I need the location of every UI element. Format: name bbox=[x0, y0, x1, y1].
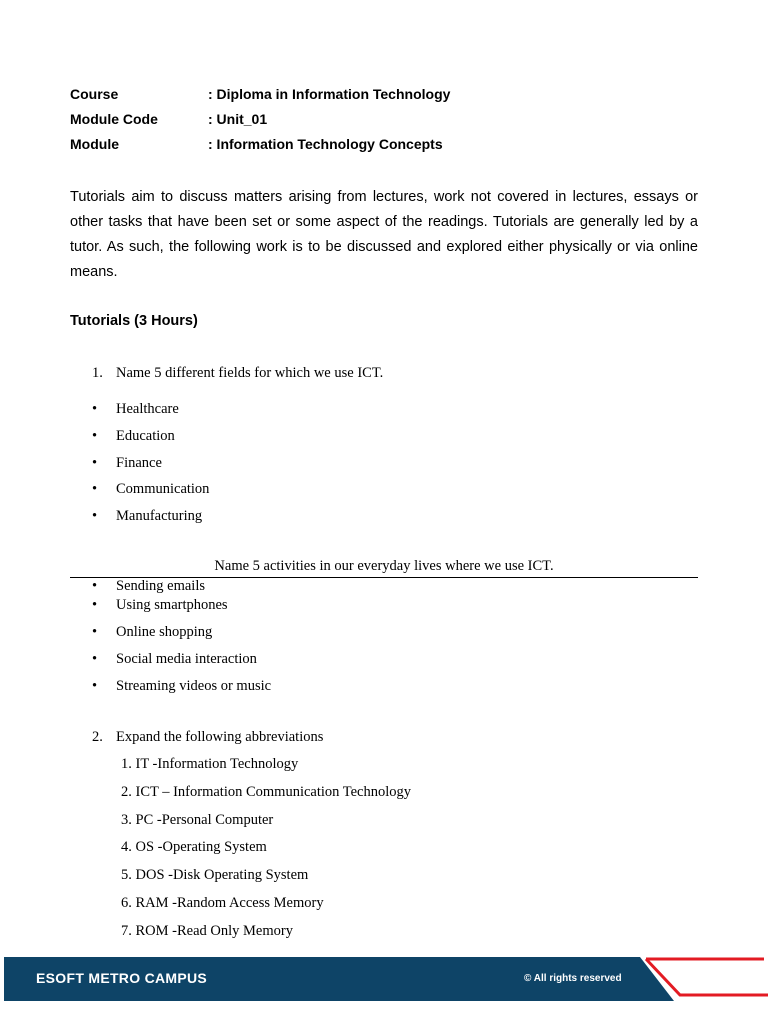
section-title: Tutorials (3 Hours) bbox=[70, 313, 198, 329]
list-item: • Using smartphones bbox=[92, 597, 271, 624]
list-item: 2. ICT – Information Communication Technology bbox=[121, 783, 412, 800]
question-2-text: Expand the following abbreviations bbox=[116, 729, 324, 745]
module-code-row bbox=[70, 111, 450, 136]
list-item: • Social media interaction bbox=[92, 651, 271, 678]
course-row bbox=[70, 86, 450, 111]
module-label: Module bbox=[70, 136, 119, 152]
question-1b-text: Name 5 activities in our everyday lives where we use ICT. bbox=[214, 558, 554, 574]
q1b-answer-list bbox=[92, 578, 271, 705]
list-item: 3. PC -Personal Computer bbox=[121, 811, 274, 828]
list-item: • Streaming videos or music bbox=[92, 678, 271, 705]
abbreviation-list bbox=[121, 756, 411, 951]
question-1-text: Name 5 different fields for which we use ICT. bbox=[116, 365, 384, 381]
list-item: • Manufacturing bbox=[92, 508, 209, 535]
list-item: • Sending emails bbox=[92, 578, 271, 597]
list-item: • Healthcare bbox=[92, 401, 209, 428]
module-row bbox=[70, 136, 450, 161]
q1-answer-list bbox=[92, 401, 209, 535]
course-value: : Diploma in Information Technology bbox=[208, 86, 451, 102]
list-item: 6. RAM -Random Access Memory bbox=[121, 894, 324, 911]
module-code-label: Module Code bbox=[70, 111, 158, 127]
list-item: 4. OS -Operating System bbox=[121, 839, 267, 856]
question-2-number: 2. bbox=[92, 729, 103, 745]
module-value: : Information Technology Concepts bbox=[208, 136, 443, 152]
intro-paragraph: Tutorials aim to discuss matters arising from lectures, work not covered in lectures, essays or other tasks that have been set or some aspect of the readings. Tutorials are generally led by a tutor. As such, the following work is to be discussed and explored either physically or via online means. bbox=[70, 189, 698, 280]
footer-bar bbox=[4, 957, 768, 1001]
question-1-number: 1. bbox=[92, 365, 103, 381]
course-label: Course bbox=[70, 86, 119, 102]
list-item: 7. ROM -Read Only Memory bbox=[121, 922, 293, 939]
module-code-value: : Unit_01 bbox=[208, 111, 268, 127]
module-info bbox=[70, 86, 450, 161]
list-item: • Education bbox=[92, 428, 209, 455]
list-item: 1. IT -Information Technology bbox=[121, 756, 299, 772]
footer-rights: © All rights reserved bbox=[524, 973, 622, 984]
list-item: • Online shopping bbox=[92, 624, 271, 651]
list-item: • Communication bbox=[92, 481, 209, 508]
list-item: 5. DOS -Disk Operating System bbox=[121, 867, 309, 884]
list-item: • Finance bbox=[92, 455, 209, 482]
footer-brand: ESOFT METRO CAMPUS bbox=[36, 970, 208, 986]
